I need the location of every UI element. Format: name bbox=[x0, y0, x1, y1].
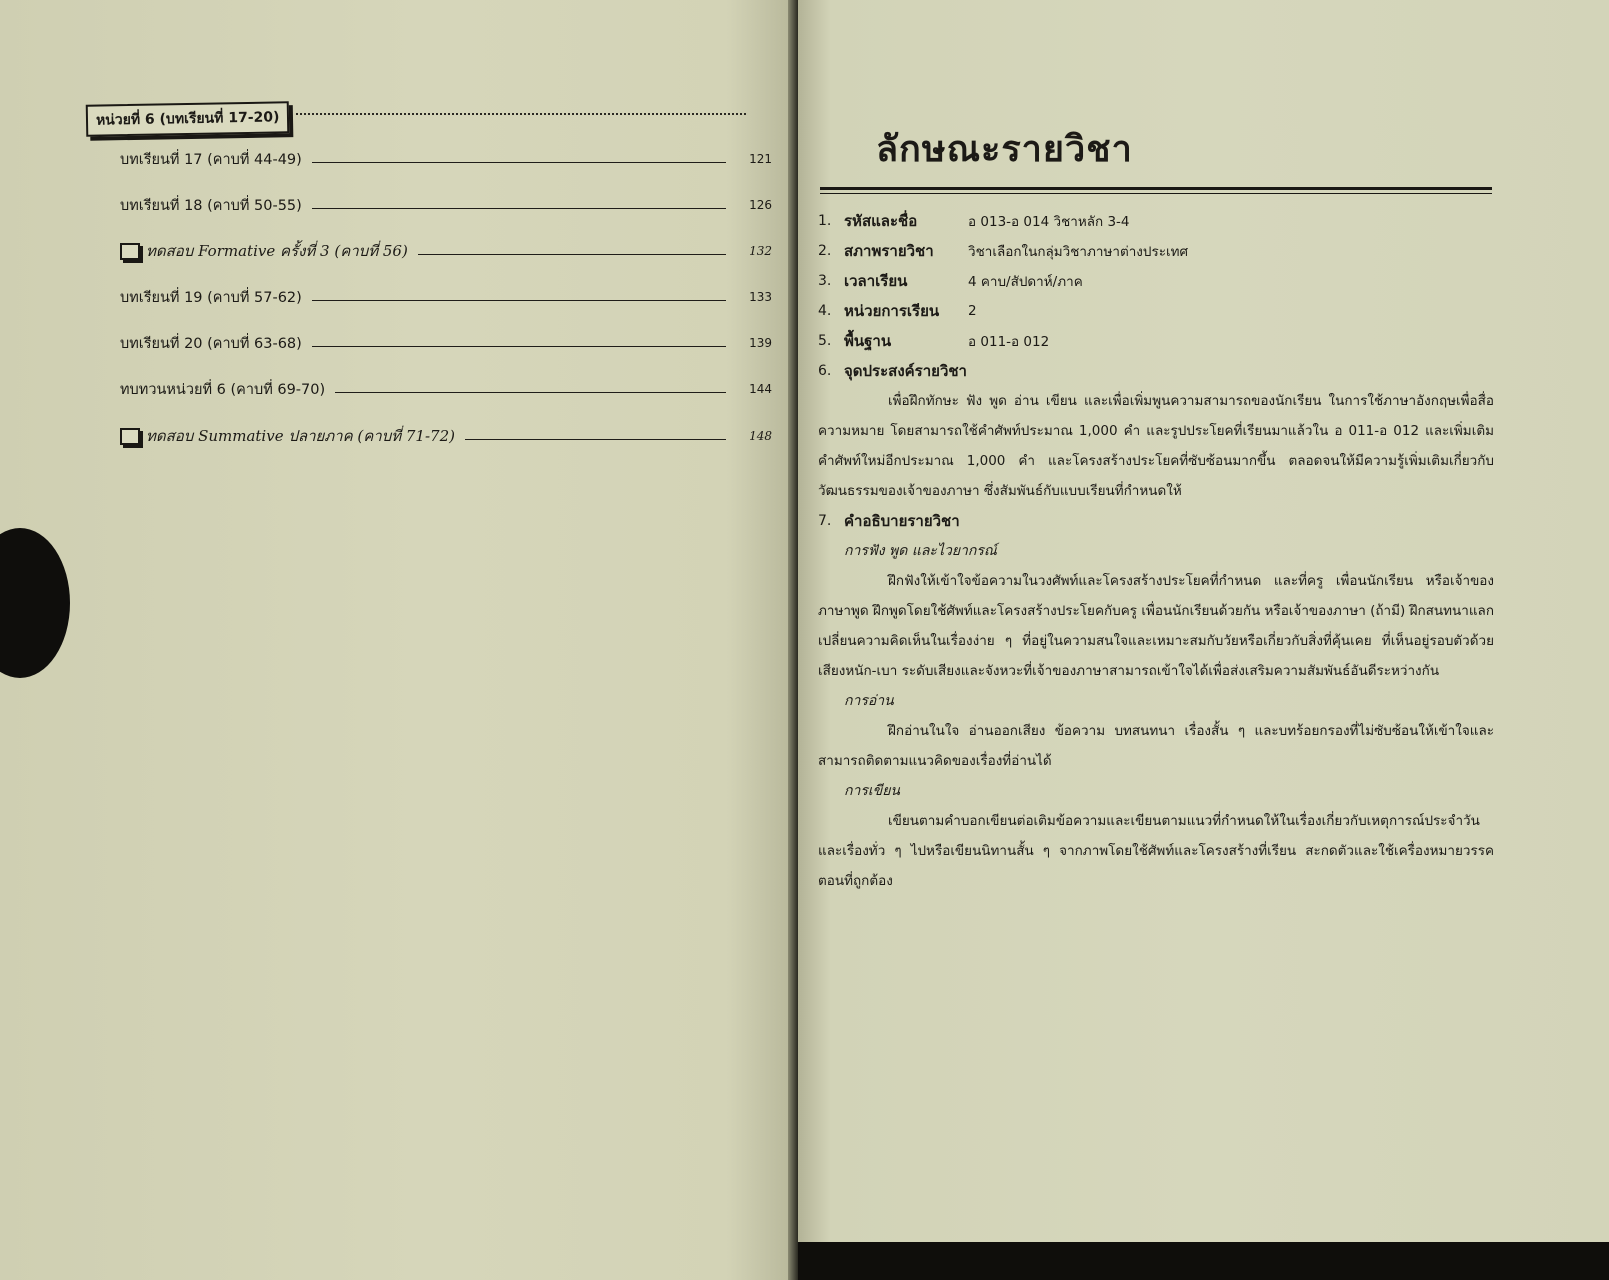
book-gutter bbox=[788, 0, 798, 1280]
toc-leader-line bbox=[312, 346, 726, 347]
toc-label: ทบทวนหน่วยที่ 6 (คาบที่ 69-70) bbox=[120, 381, 326, 398]
section-heading: การฟัง พูด และไวยากรณ์ bbox=[844, 543, 997, 559]
toc-label: ทดสอบ Formative ครั้งที่ 3 (คาบที่ 56) bbox=[146, 242, 408, 260]
toc-leader-line bbox=[312, 162, 726, 163]
toc-row[interactable] bbox=[120, 238, 772, 264]
toc-leader-line bbox=[312, 300, 726, 301]
toc-leader-line bbox=[418, 254, 726, 255]
item-number: 4. bbox=[818, 303, 832, 319]
toc-row[interactable] bbox=[120, 330, 772, 356]
toc-leader-line bbox=[312, 208, 726, 209]
item-label: จุดประสงค์รายวิชา bbox=[844, 362, 967, 380]
item-number: 5. bbox=[818, 333, 832, 349]
info-item bbox=[818, 326, 1494, 356]
item-label: หน่วยการเรียน bbox=[844, 302, 940, 320]
toc-page-number: 121 bbox=[749, 152, 772, 166]
toc-page-number: 148 bbox=[749, 429, 772, 443]
section-paragraph: ฝึกฟังให้เข้าใจข้อความในวงศัพท์และโครงสร้างประโยคที่กำหนด และที่ครู เพื่อนนักเรียน หรือเจ้าของภาษาพูด ฝึกพูดโดยใช้ศัพท์และโครงสร้างประโยคกับครู เพื่อนนักเรียนด้วยกัน หรือเจ้าของภาษา (ถ้ามี) ฝึกสนทนาแลกเปลี่ยนความคิดเห็นในเรื่องง่าย ๆ ที่อยู่ในความสนใจและเหมาะสมกับวัยหรือเกี่ยวกับสิ่งที่คุ้นเคย ที่เห็นอยู่รอบตัวด้วยเสียงหนัก-เบา ระดับเสียงและจังหวะที่เจ้าของภาษาสามารถเข้าใจได้เพื่อส่งเสริมความสัมพันธ์อันดีระหว่างกัน bbox=[818, 573, 1494, 679]
item-label: คำอธิบายรายวิชา bbox=[844, 512, 960, 530]
toc-label: ทดสอบ Summative ปลายภาค (คาบที่ 71-72) bbox=[146, 427, 455, 445]
item-number: 3. bbox=[818, 273, 832, 289]
item-value: อ 013-อ 014 วิชาหลัก 3-4 bbox=[968, 214, 1130, 230]
item-value: วิชาเลือกในกลุ่มวิชาภาษาต่างประเทศ bbox=[968, 244, 1189, 260]
info-item bbox=[818, 266, 1494, 296]
toc-page-number: 139 bbox=[749, 336, 772, 350]
toc-label: บทเรียนที่ 19 (คาบที่ 57-62) bbox=[120, 289, 302, 306]
right-page bbox=[798, 0, 1609, 1242]
toc-leader-line bbox=[465, 439, 726, 440]
section-heading: การเขียน bbox=[844, 783, 900, 799]
item-label: สภาพรายวิชา bbox=[844, 242, 934, 260]
unit-title-box: หน่วยที่ 6 (บทเรียนที่ 17-20) bbox=[86, 101, 290, 137]
toc-label: บทเรียนที่ 20 (คาบที่ 63-68) bbox=[120, 335, 302, 352]
toc-page-number: 132 bbox=[749, 244, 772, 258]
section-heading: การอ่าน bbox=[844, 693, 894, 709]
unit-header bbox=[86, 103, 746, 133]
toc-label: บทเรียนที่ 18 (คาบที่ 50-55) bbox=[120, 197, 302, 214]
toc-page-number: 133 bbox=[749, 290, 772, 304]
item-value: อ 011-อ 012 bbox=[968, 334, 1050, 350]
info-item bbox=[818, 356, 1494, 386]
dotted-leader bbox=[296, 113, 746, 115]
background-edge bbox=[798, 1242, 1609, 1280]
item-label: พื้นฐาน bbox=[844, 332, 892, 350]
section-paragraph: เขียนตามคำบอกเขียนต่อเติมข้อความและเขียนตามแนวที่กำหนดให้ในเรื่องเกี่ยวกับเหตุการณ์ประจำวันและเรื่องทั่ว ๆ ไปหรือเขียนนิทานสั้น ๆ จากภาพโดยใช้ศัพท์และโครงสร้างที่เรียน สะกดตัวและใช้เครื่องหมายวรรคตอนที่ถูกต้อง bbox=[818, 813, 1494, 889]
toc-label: บทเรียนที่ 17 (คาบที่ 44-49) bbox=[120, 151, 302, 168]
page-title: ลักษณะรายวิชา bbox=[876, 128, 1133, 170]
item-number: 1. bbox=[818, 213, 832, 229]
info-item bbox=[818, 236, 1494, 266]
info-item bbox=[818, 296, 1494, 326]
item-value: 2 bbox=[968, 303, 977, 319]
toc-page-number: 126 bbox=[749, 198, 772, 212]
info-item bbox=[818, 506, 1494, 536]
item-value: 4 คาบ/สัปดาห์/ภาค bbox=[968, 274, 1083, 290]
info-item bbox=[818, 206, 1494, 236]
item-label: รหัสและชื่อ bbox=[844, 212, 918, 230]
toc-row[interactable] bbox=[120, 192, 772, 218]
objective-paragraph: เพื่อฝึกทักษะ ฟัง พูด อ่าน เขียน และเพื่อเพิ่มพูนความสามารถของนักเรียน ในการใช้ภาษาอังกฤษเพื่อสื่อความหมาย โดยสามารถใช้คำศัพท์ประมาณ 1,000 คำ และรูปประโยคที่เรียนมาแล้วใน อ 011-อ 012 และเพิ่มเติมคำศัพท์ใหม่อีกประมาณ 1,000 คำ และโครงสร้างประโยคที่ซับซ้อนมากขึ้น ตลอดจนให้มีความรู้เพิ่มเติมเกี่ยวกับวัฒนธรรมของเจ้าของภาษา ซึ่งสัมพันธ์กับแบบเรียนที่กำหนดให้ bbox=[818, 393, 1494, 499]
title-rule bbox=[820, 187, 1492, 190]
checkbox-icon bbox=[120, 428, 140, 445]
item-label: เวลาเรียน bbox=[844, 272, 908, 290]
toc-row[interactable] bbox=[120, 376, 772, 402]
item-number: 2. bbox=[818, 243, 832, 259]
toc-leader-line bbox=[335, 392, 726, 393]
section-paragraph: ฝึกอ่านในใจ อ่านออกเสียง ข้อความ บทสนทนา เรื่องสั้น ๆ และบทร้อยกรองที่ไม่ซับซ้อนให้เข้าใจและสามารถติดตามแนวคิดของเรื่องที่อ่านได้ bbox=[818, 723, 1494, 769]
course-description bbox=[818, 206, 1494, 896]
toc-row[interactable] bbox=[120, 146, 772, 172]
toc-page-number: 144 bbox=[749, 382, 772, 396]
toc-row[interactable] bbox=[120, 284, 772, 310]
title-rule-thin bbox=[820, 193, 1492, 194]
checkbox-icon bbox=[120, 243, 140, 260]
left-page bbox=[0, 0, 790, 1280]
item-number: 7. bbox=[818, 513, 832, 529]
binder-hole bbox=[0, 528, 70, 678]
item-number: 6. bbox=[818, 363, 832, 379]
toc-row[interactable] bbox=[120, 423, 772, 449]
